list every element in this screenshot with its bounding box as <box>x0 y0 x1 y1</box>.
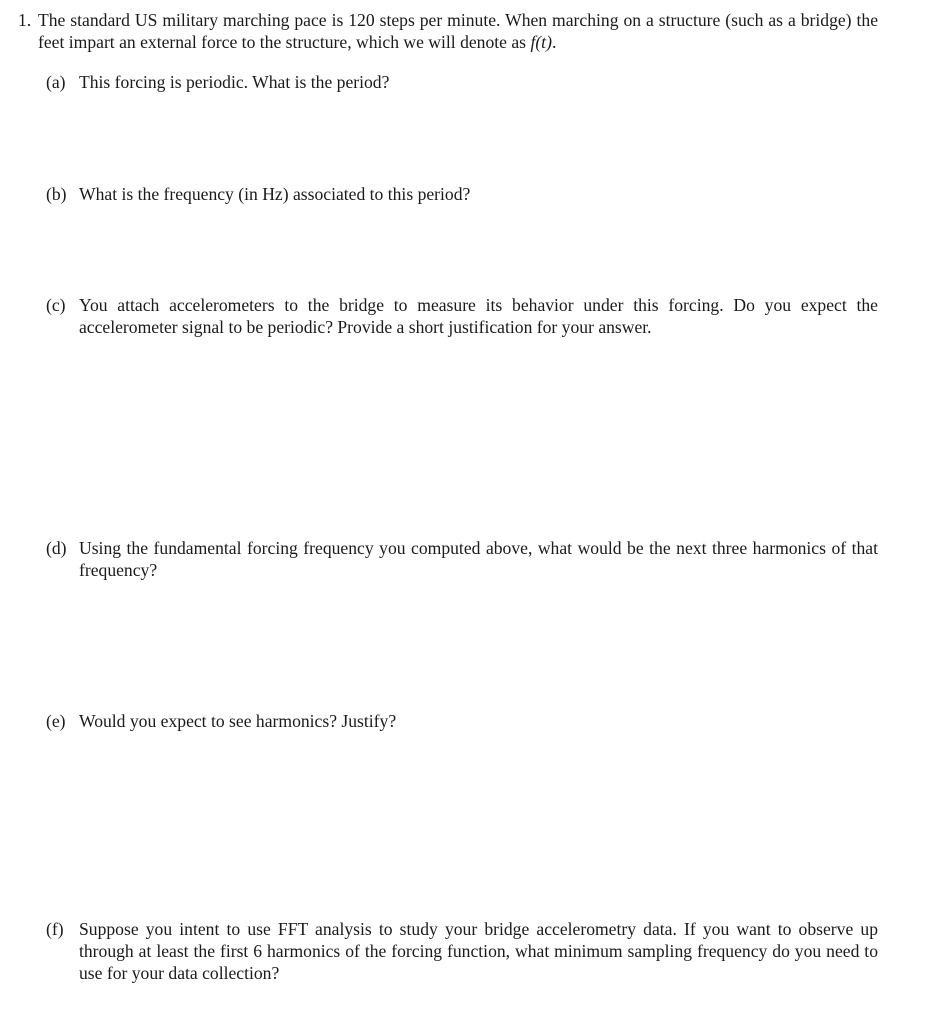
part-text: Suppose you intent to use FFT analysis to study your bridge accelerometry data. If you want to observe up through at least the first 6 harmonics of the forcing function, what minimum sampling frequency do you need to use for your data collection? <box>79 919 878 983</box>
part-label: (c) <box>46 295 66 315</box>
intro-math: f(t) <box>530 32 552 52</box>
problem-intro <box>38 9 878 53</box>
part-label: (f) <box>46 919 64 939</box>
part-label: (e) <box>46 711 66 731</box>
part-text: You attach accelerometers to the bridge to measure its behavior under this forcing. Do you expect the accelerometer signal to be periodic? Provide a short justification for your answer. <box>79 295 878 337</box>
part-label: (b) <box>46 184 67 204</box>
problem-number: 1. <box>18 10 32 30</box>
part-label: (a) <box>46 72 66 92</box>
intro-end: . <box>551 32 557 52</box>
part-text: This forcing is periodic. What is the period? <box>79 72 390 92</box>
part-label: (d) <box>46 538 67 558</box>
part-text: What is the frequency (in Hz) associated to this period? <box>79 184 471 204</box>
part-text: Using the fundamental forcing frequency you computed above, what would be the next three harmonics of that frequency? <box>79 538 878 580</box>
intro-text: The standard US military marching pace is 120 steps per minute. When marching on a structure (such as a bridge) the feet impart an external force to the structure, which we will denote as <box>38 10 878 52</box>
part-text: Would you expect to see harmonics? Justify? <box>79 711 397 731</box>
